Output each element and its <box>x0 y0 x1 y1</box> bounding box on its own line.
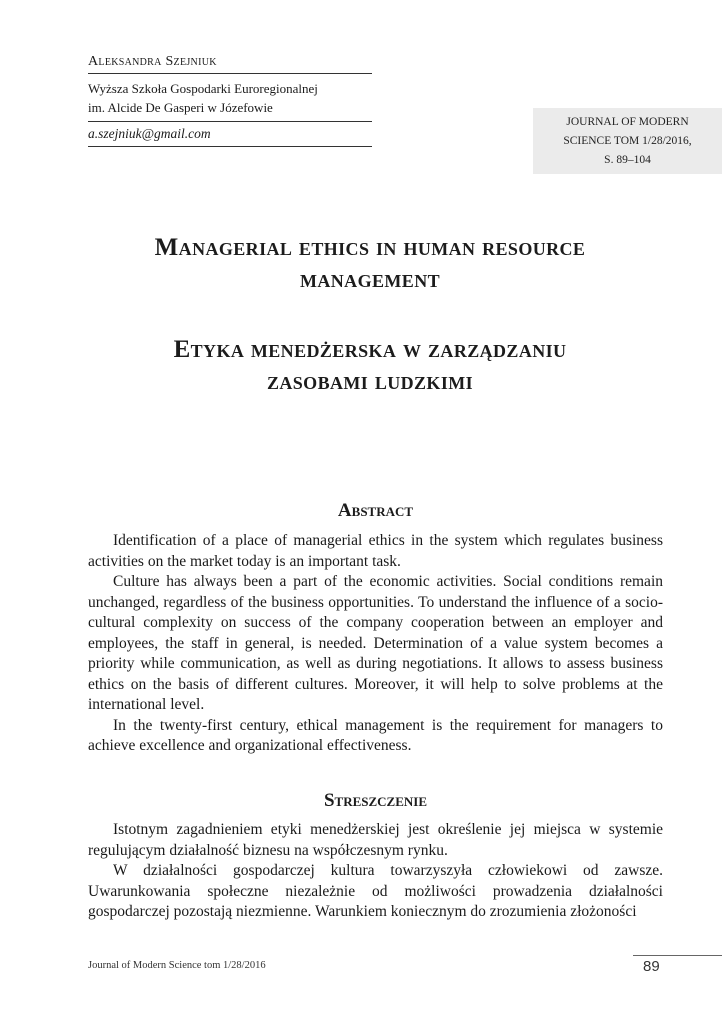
author-name: Aleksandra Szejniuk <box>88 54 372 74</box>
author-affiliation <box>88 74 372 122</box>
affiliation-line-1: Wyższa Szkoła Gospodarki Euroregionalnej <box>88 81 318 96</box>
article-title-polish-line-1: Etyka menedżerska w zarządzaniu <box>173 336 567 363</box>
article-title-polish <box>80 334 660 398</box>
article-title-english <box>80 232 660 296</box>
streszczenie-heading: Streszczenie <box>323 790 428 811</box>
abstract-paragraph: In the twenty-first century, ethical management is the requirement for managers to achieve excellence and organizational effectiveness. <box>88 716 663 754</box>
affiliation-line-2: im. Alcide De Gasperi w Józefowie <box>88 100 273 115</box>
footer-divider <box>633 955 722 956</box>
article-title-english-line-1: Managerial ethics in human resource <box>154 234 586 261</box>
author-block <box>88 54 372 147</box>
author-email: a.szejniuk@gmail.com <box>88 122 372 147</box>
journal-citation-line-2: SCIENCE TOM 1/28/2016, <box>563 135 692 147</box>
journal-citation-line-1: JOURNAL OF MODERN <box>566 116 689 128</box>
streszczenie-paragraph: W działalności gospodarczej kultura towarzyszyła człowiekowi od zawsze. Uwarunkowania społeczne niezależnie od możliwości prowadzenia działalności gospodarczej pozostają niezmienne. Warunkiem koniecznym do zrozumienia złożoności <box>88 862 663 920</box>
footer-journal-name: Journal of Modern Science tom 1/28/2016 <box>88 960 266 971</box>
abstract-paragraph: Identification of a place of managerial ethics in the system which regulates business activities on the market today is an important task. <box>88 532 663 570</box>
streszczenie-paragraph: Istotnym zagadnieniem etyki menedżerskiej jest określenie jej miejsca w systemie regulującym działalność biznesu na współczesnym rynku. <box>88 821 663 859</box>
journal-citation-box <box>533 108 722 174</box>
abstract-body <box>88 531 663 757</box>
article-title-polish-line-2: zasobami ludzkimi <box>266 368 474 395</box>
abstract-paragraph: Culture has always been a part of the economic activities. Social conditions remain unchanged, regardless of the business opportunities. To understand the influence of a socio-cultural complexity on success of the company cooperation between an employer and employees, the staff in general, is needed. Determination of a value system becomes a priority while communication, as well as during negotiations. It allows to assess business ethics on the basis of different cultures. Moreover, it will help to solve problems at the international level. <box>88 573 663 713</box>
abstract-heading: Abstract <box>337 500 414 521</box>
article-title-english-line-2: management <box>300 266 440 293</box>
page-number: 89 <box>643 958 660 975</box>
journal-citation-pages: S. 89–104 <box>604 154 651 166</box>
streszczenie-body <box>88 820 663 928</box>
